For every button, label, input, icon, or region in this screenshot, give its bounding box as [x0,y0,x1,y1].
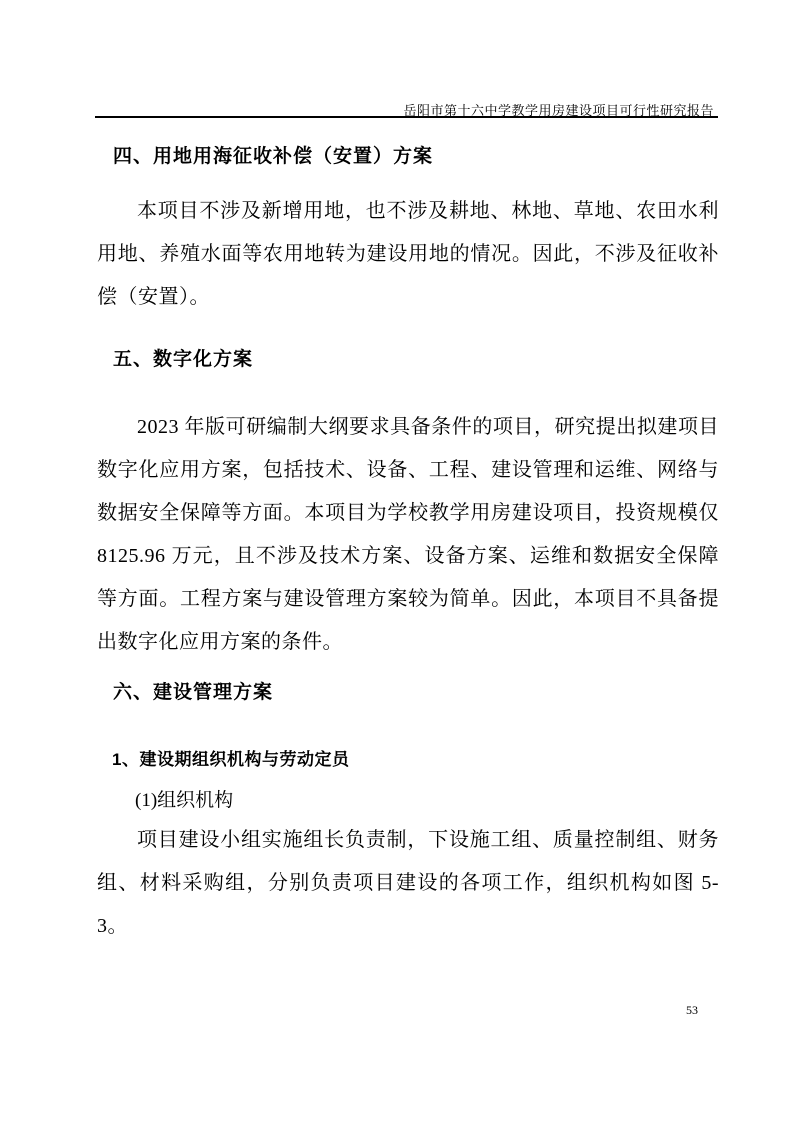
section-heading-five: 五、数字化方案 [113,349,254,370]
subsection-item-label: (1)组织机构 [135,790,234,811]
subsection-heading-one: 1、建设期组织机构与劳动定员 [112,750,350,769]
section-four-paragraph: 本项目不涉及新增用地，也不涉及耕地、林地、草地、农田水利用地、养殖水面等农用地转为建设用地的情况。因此，不涉及征收补偿（安置）。 [97,200,719,308]
subsection-one-paragraph: 项目建设小组实施组长负责制，下设施工组、质量控制组、财务组、材料采购组，分别负责项目建设的各项工作，组织机构如图 5-3。 [97,829,719,937]
header-rule-divider [95,116,718,118]
section-five-paragraph: 2023 年版可研编制大纲要求具备条件的项目，研究提出拟建项目数字化应用方案，包括技术、设备、工程、建设管理和运维、网络与数据安全保障等方面。本项目为学校教学用房建设项目，投资规模仅 8125.96 万元，且不涉及技术方案、设备方案、运维和数据安全保障等方面。工程方案与建设管理方案较为简单。因此，本项目不具备提出数字化应用方案的条件。 [97,416,719,653]
running-header-title: 岳阳市第十六中学教学用房建设项目可行性研究报告 [403,103,714,118]
section-heading-four: 四、用地用海征收补偿（安置）方案 [113,146,434,167]
section-heading-six: 六、建设管理方案 [113,682,274,703]
page-number: 53 [686,1003,698,1017]
